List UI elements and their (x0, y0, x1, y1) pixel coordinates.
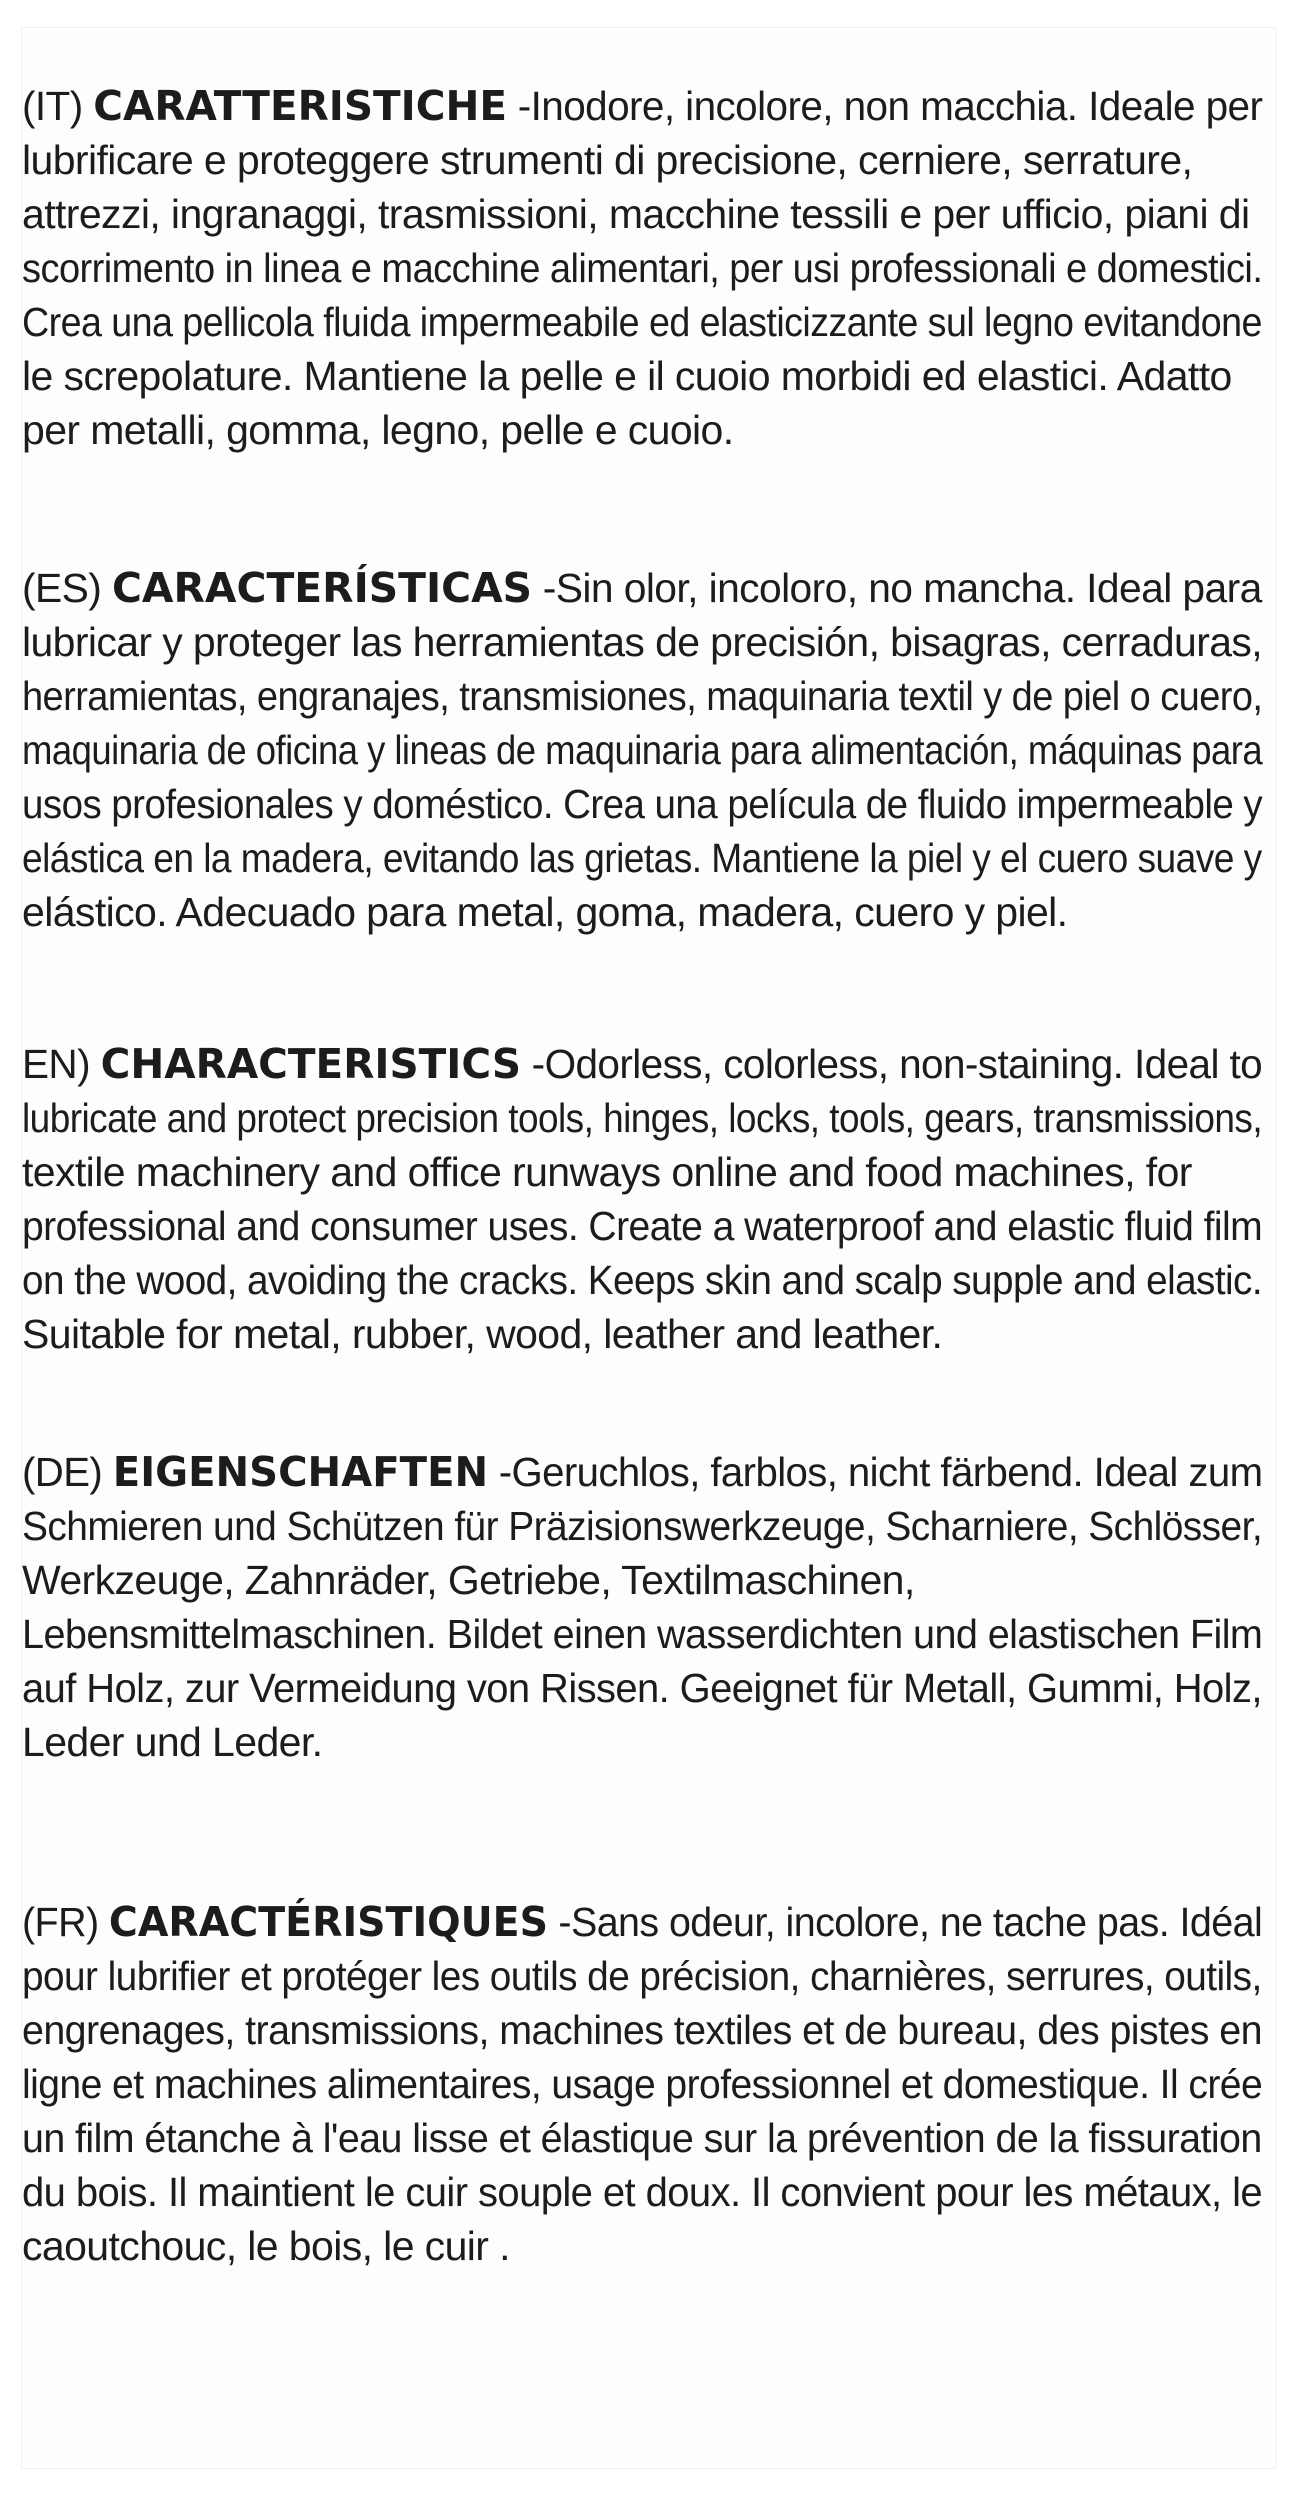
text-line: per metalli, gomma, legno, pelle e cuoio. (22, 407, 734, 453)
section-heading: EIGENSCHAFTEN (112, 1448, 489, 1496)
language-code: (IT) (22, 83, 83, 129)
text-line: Lebensmittelmaschinen. Bildet einen wasserdichten und elastischen Film (22, 1611, 1263, 1657)
text-line: lubrificare e proteggere strumenti di precisione, cerniere, serrature, (22, 137, 1193, 183)
product-label (22, 28, 1276, 2468)
language-code: (DE) (22, 1449, 103, 1495)
text-line: -Inodore, incolore, non macchia. Ideale per (507, 83, 1263, 129)
text-line: -Geruchlos, farblos, nicht färbend. Ideal zum (488, 1449, 1263, 1495)
text-line: attrezzi, ingranaggi, trasmissioni, macchine tessili e per ufficio, piani di (22, 191, 1250, 237)
text-line: -Odorless, colorless, non-staining. Ideal to (521, 1041, 1263, 1087)
text-line: ligne et machines alimentaires, usage professionnel et domestique. Il crée (22, 2061, 1263, 2107)
text-line: maquinaria de oficina y lineas de maquinaria para alimentación, máquinas para (22, 727, 1263, 773)
text-line: professional and consumer uses. Create a waterproof and elastic fluid film (22, 1203, 1263, 1249)
language-code: (FR) (22, 1899, 99, 1945)
text-line: herramientas, engranajes, transmisiones, maquinaria textil y de piel o cuero, (22, 673, 1263, 719)
text-line: pour lubrifier et protéger les outils de précision, charnières, serrures, outils, (22, 1953, 1262, 1999)
text-line: le screpolature. Mantiene la pelle e il cuoio morbidi ed elastici. Adatto (22, 353, 1232, 399)
language-code: (ES) (22, 565, 102, 611)
text-line: elástica en la madera, evitando las grietas. Mantiene la piel y el cuero suave y (22, 835, 1262, 881)
text-line: -Sin olor, incoloro, no mancha. Ideal para (532, 565, 1262, 611)
text-line: auf Holz, zur Vermeidung von Rissen. Geeignet für Metall, Gummi, Holz, (22, 1665, 1262, 1711)
text-line: du bois. Il maintient le cuir souple et doux. Il convient pour les métaux, le (22, 2169, 1263, 2215)
section-heading: CARATTERISTICHE (93, 82, 508, 130)
text-line: -Sans odeur, incolore, ne tache pas. Idéal (548, 1899, 1263, 1945)
language-code: EN) (22, 1041, 90, 1087)
text-line: Suitable for metal, rubber, wood, leather and leather. (22, 1311, 943, 1357)
text-line: lubricate and protect precision tools, hinges, locks, tools, gears, transmissions, (22, 1095, 1263, 1141)
section-first-line (22, 562, 1262, 614)
section-first-line (22, 1896, 1262, 1948)
text-line: elástico. Adecuado para metal, goma, madera, cuero y piel. (22, 889, 1068, 935)
text-line: Werkzeuge, Zahnräder, Getriebe, Textilmaschinen, (22, 1557, 915, 1603)
text-line: on the wood, avoiding the cracks. Keeps skin and scalp supple and elastic. (22, 1257, 1263, 1303)
section-heading: CARACTÉRISTIQUES (108, 1898, 549, 1946)
text-line: lubricar y proteger las herramientas de precisión, bisagras, cerraduras, (22, 619, 1263, 665)
text-line: Crea una pellicola fluida impermeabile ed elasticizzante sul legno evitandone (22, 299, 1262, 345)
text-line: textile machinery and office runways online and food machines, for (22, 1149, 1192, 1195)
text-line: scorrimento in linea e macchine alimentari, per usi professionali e domestici. (22, 245, 1263, 291)
section-heading: CHARACTERISTICS (100, 1040, 522, 1088)
section-heading: CARACTERÍSTICAS (111, 564, 533, 612)
text-line: Schmieren und Schützen für Präzisionswerkzeuge, Scharniere, Schlösser, (22, 1503, 1263, 1549)
text-line: engrenages, transmissions, machines textiles et de bureau, des pistes en (22, 2007, 1262, 2053)
section-first-line (22, 1038, 1262, 1090)
section-first-line (22, 80, 1262, 132)
text-line: un film étanche à l'eau lisse et élastique sur la prévention de la fissuration (22, 2115, 1262, 2161)
text-line: caoutchouc, le bois, le cuir . (22, 2223, 510, 2269)
text-line: usos profesionales y doméstico. Crea una película de fluido impermeable y (22, 781, 1263, 827)
section-first-line (22, 1446, 1262, 1498)
text-line: Leder und Leder. (22, 1719, 323, 1765)
